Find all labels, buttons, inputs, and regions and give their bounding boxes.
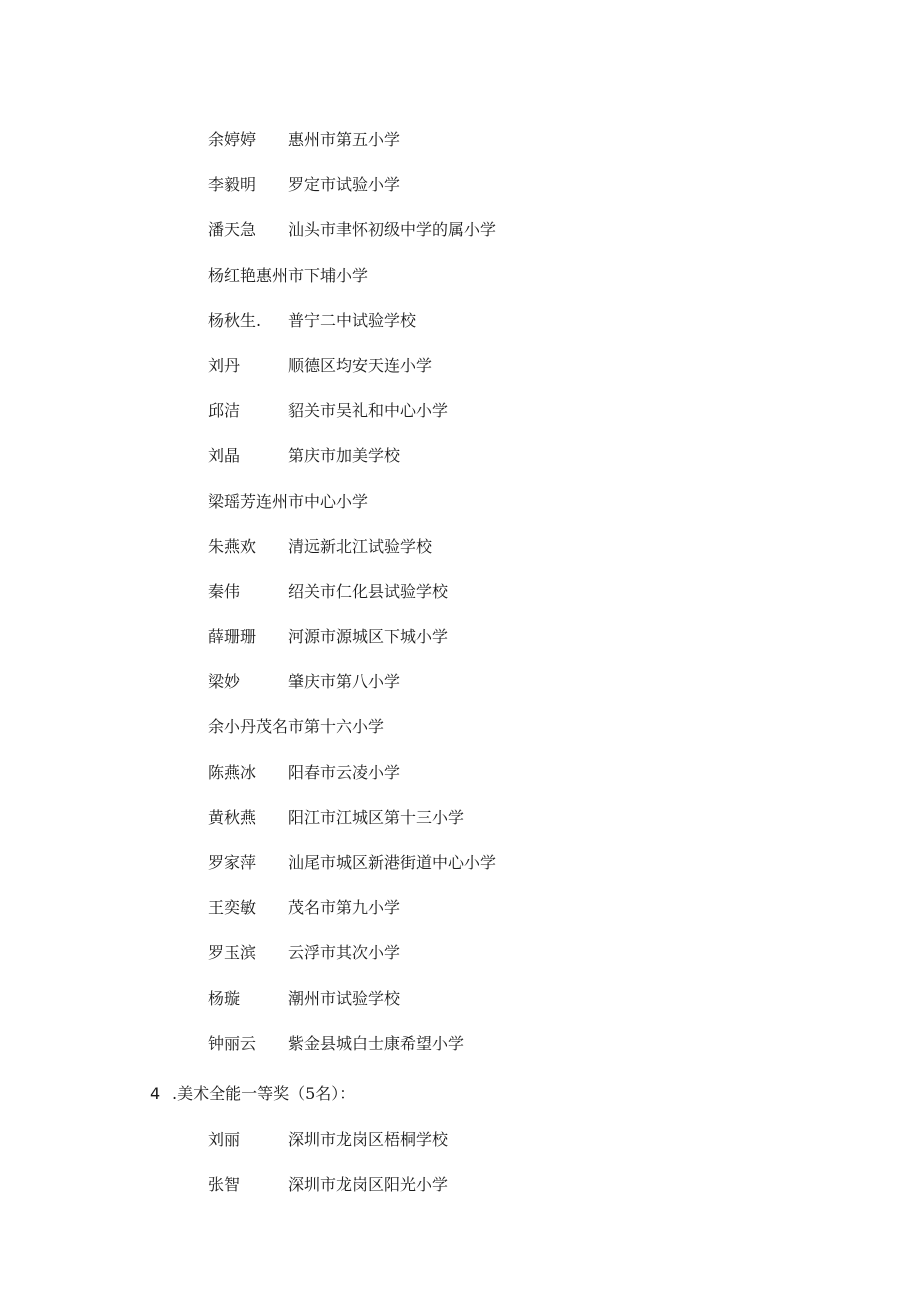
section-heading: [150, 1080, 355, 1108]
school-name: 汕尾市城区新港街道中心小学: [288, 853, 497, 872]
winner-name: 黄秋燕: [208, 807, 257, 827]
winner-name: 刘晶: [208, 446, 241, 466]
school-name: 阳春市云凌小学: [288, 762, 401, 782]
school-name: 惠州市第五小学: [288, 130, 401, 149]
school-name: 云浮市其次小学: [288, 943, 401, 963]
school-name: 茂名市第九小学: [288, 898, 401, 918]
list-item: [208, 262, 808, 307]
school-name: 紫金县城白士康希望小学: [288, 1033, 465, 1053]
winner-name: 刘丹: [208, 355, 241, 375]
list-item: [208, 623, 808, 668]
list-item: [208, 216, 808, 261]
section-number: 4: [150, 1084, 161, 1103]
winner-name: 秦伟: [208, 581, 241, 601]
list-item: [208, 759, 808, 804]
winner-name: 钟丽云: [208, 1033, 257, 1053]
school-name: 普宁二中试验学校: [288, 310, 417, 330]
school-name: 绍关市仁化县试验学校: [288, 581, 449, 601]
winner-name: 杨璇: [208, 988, 241, 1008]
winner-name: 杨秋生.: [208, 310, 262, 330]
school-name: 第庆市加美学校: [288, 446, 401, 466]
winner-name: 张智: [208, 1175, 241, 1195]
winner-name: 邱洁: [208, 401, 241, 421]
school-name: 清远新北江试验学校: [288, 536, 433, 556]
school-name: 貂关市吴礼和中心小学: [288, 401, 449, 421]
school-name: 阳江市江城区第十三小学: [288, 807, 465, 827]
list-item: [208, 171, 808, 216]
school-name: 深圳市龙岗区阳光小学: [288, 1175, 449, 1195]
school-name: 河源市源城区下城小学: [288, 627, 449, 647]
school-name: 深圳市龙岗区梧桐学校: [288, 1130, 449, 1149]
school-name: 茂名市第十六小学: [256, 717, 385, 737]
winner-name: 罗玉滨: [208, 943, 257, 963]
list-item: [208, 668, 808, 713]
winner-name: 梁妙: [208, 672, 241, 692]
winner-name: 潘天急: [208, 220, 257, 240]
list-item: [208, 397, 808, 442]
school-name: 连州市中心小学: [256, 491, 369, 511]
list-item: [208, 849, 808, 894]
winner-name: 余小丹: [208, 717, 257, 737]
winner-name: 余婷婷: [208, 130, 257, 149]
list-item: [208, 1171, 808, 1216]
winner-name: 李毅明: [208, 175, 257, 195]
school-name: 汕头市聿怀初级中学的属小学: [288, 220, 497, 240]
winner-name: 罗家萍: [208, 853, 257, 872]
list-item: [208, 578, 808, 623]
school-name: 惠州市下埔小学: [256, 265, 369, 285]
winner-name: 王奕敏: [208, 898, 257, 918]
winner-name: 刘丽: [208, 1130, 241, 1149]
school-name: 罗定市试验小学: [288, 175, 401, 195]
list-item: [208, 1126, 808, 1171]
list-item: [208, 1030, 808, 1075]
award-list-second: [208, 1126, 808, 1216]
section-title: .美术全能一等奖（5名）：: [172, 1084, 356, 1103]
school-name: 肇庆市第八小学: [288, 672, 401, 692]
winner-name: 薛珊珊: [208, 627, 257, 647]
list-item: [208, 894, 808, 939]
list-item: [208, 713, 808, 758]
school-name: 顺德区均安天连小学: [288, 355, 433, 375]
list-item: [208, 939, 808, 984]
list-item: [208, 352, 808, 397]
school-name: 潮州市试验学校: [288, 988, 401, 1008]
award-list: [208, 126, 808, 1075]
list-item: [208, 804, 808, 849]
list-item: [208, 985, 808, 1030]
list-item: [208, 533, 808, 578]
winner-name: 杨红艳: [208, 265, 257, 285]
list-item: [208, 442, 808, 487]
list-item: [208, 307, 808, 352]
winner-name: 梁瑶芳: [208, 491, 257, 511]
list-item: [208, 126, 808, 171]
list-item: [208, 488, 808, 533]
winner-name: 陈燕冰: [208, 762, 257, 782]
winner-name: 朱燕欢: [208, 536, 257, 556]
